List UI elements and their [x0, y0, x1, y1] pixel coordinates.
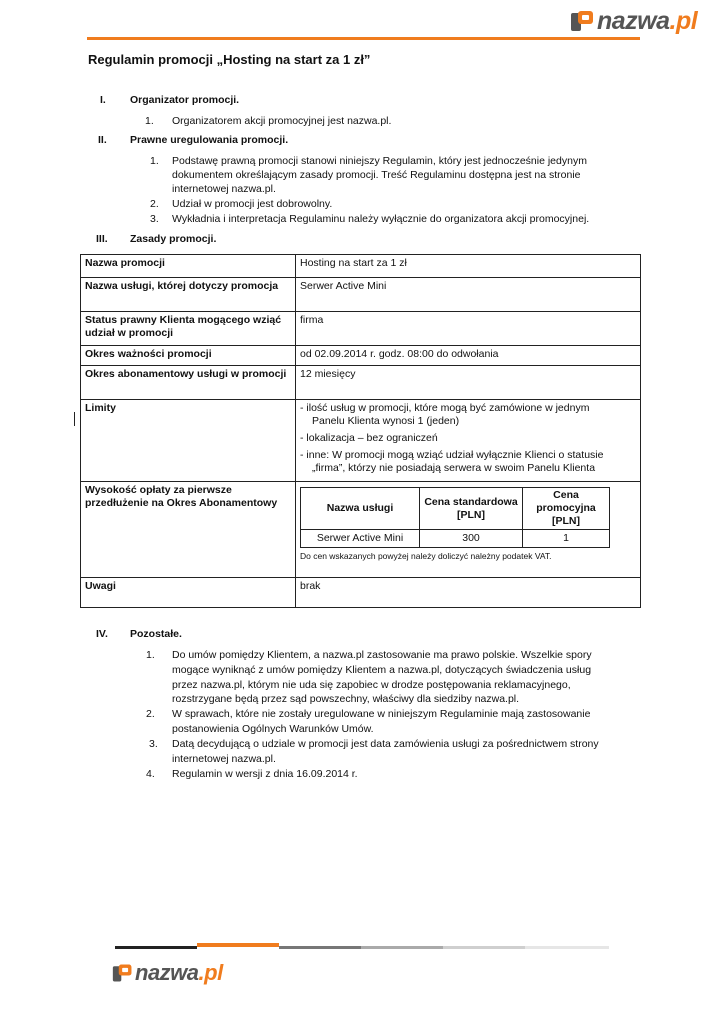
price-cell: 1	[523, 530, 610, 548]
table-label: Nazwa usługi, której dotyczy promocja	[81, 278, 296, 312]
text-cursor	[74, 412, 75, 426]
footer-logo	[112, 958, 223, 988]
table-row	[81, 482, 641, 578]
footer-divider-light	[361, 946, 443, 949]
section-1-number: I.	[100, 94, 106, 106]
table-value: Hosting na start za 1 zł	[296, 255, 641, 278]
logo-text: nazwa	[135, 960, 199, 985]
list-item-text: Organizatorem akcji promocyjnej jest nazwa.pl.	[172, 115, 392, 127]
section-2-heading: Prawne uregulowania promocji.	[130, 134, 289, 146]
list-item-number: 1.	[146, 649, 155, 661]
table-value: od 02.09.2014 r. godz. 08:00 do odwołania	[296, 346, 641, 366]
table-value: firma	[296, 312, 641, 346]
table-value: brak	[296, 578, 641, 608]
list-item-text: mogące wyniknąć z umów pomiędzy Klientem a nazwa.pl, dotyczących świadczenia usług	[172, 664, 592, 676]
section-3-heading: Zasady promocji.	[130, 233, 217, 245]
table-row	[81, 255, 641, 278]
column-header: Cena promocyjna [PLN]	[523, 488, 610, 530]
price-row	[301, 530, 610, 548]
list-item-number: 2.	[150, 198, 159, 210]
logo-suffix: .pl	[198, 960, 223, 985]
footer-divider-gray	[279, 946, 361, 949]
price-header-row	[301, 488, 610, 530]
list-item-number: 1.	[145, 115, 154, 127]
table-value: 12 miesięcy	[296, 366, 641, 400]
table-row	[81, 400, 641, 482]
price-cell: Serwer Active Mini	[301, 530, 420, 548]
column-header: Nazwa usługi	[301, 488, 420, 530]
footer-divider-lighter	[443, 946, 525, 949]
list-item-number: 1.	[150, 155, 159, 167]
list-item-text: Do umów pomiędzy Klientem, a nazwa.pl zastosowanie ma prawo polskie. Wszelkie spory	[172, 649, 592, 661]
column-header: Cena standardowa [PLN]	[420, 488, 523, 530]
list-item-text: przez nazwa.pl, którym nie uda się zapobiec w drodze postępowania reklamacyjnego,	[172, 679, 571, 691]
table-label: Limity	[81, 400, 296, 482]
list-item-number: 3.	[149, 738, 158, 750]
table-value	[296, 400, 641, 482]
table-value: Serwer Active Mini	[296, 278, 641, 312]
header-logo	[570, 4, 697, 38]
table-row	[81, 578, 641, 608]
list-item-text: W sprawach, które nie zostały uregulowane w niniejszym Regulaminie mają zastosowanie	[172, 708, 591, 720]
footer-divider-dark	[115, 946, 197, 949]
list-item-text: internetowej nazwa.pl.	[172, 753, 276, 765]
list-item-text: rozstrzygane będą przez sąd powszechny, właściwy dla siedziby nazwa.pl.	[172, 693, 520, 705]
table-row	[81, 366, 641, 400]
limit-item: - ilość usług w promocji, które mogą być zamówione w jednym	[300, 402, 590, 414]
header-divider	[87, 37, 640, 40]
logo-text: nazwa	[597, 6, 670, 35]
section-3-number: III.	[96, 233, 108, 245]
list-item-number: 4.	[146, 768, 155, 780]
section-4-heading: Pozostałe.	[130, 628, 182, 640]
logo-icon	[112, 962, 134, 984]
page-title: Regulamin promocji „Hosting na start za 1 zł”	[88, 52, 371, 67]
table-label: Okres abonamentowy usługi w promocji	[81, 366, 296, 400]
limit-item: - lokalizacja – bez ograniczeń	[300, 432, 438, 444]
logo-suffix: .pl	[669, 6, 698, 35]
list-item-number: 3.	[150, 213, 159, 225]
table-row	[81, 312, 641, 346]
list-item-text: internetowej nazwa.pl.	[172, 183, 276, 195]
table-row	[81, 278, 641, 312]
price-table	[300, 487, 610, 548]
vat-note: Do cen wskazanych powyżej należy doliczyć należny podatek VAT.	[300, 551, 552, 561]
table-label: Okres ważności promocji	[81, 346, 296, 366]
list-item-text: Wykładnia i interpretacja Regulaminu należy wyłącznie do organizatora akcji promocyjnej.	[172, 213, 590, 225]
table-label: Nazwa promocji	[81, 255, 296, 278]
table-value	[296, 482, 641, 578]
limit-item: „firma”, którzy nie posiadają serwera w swoim Panelu Klienta	[312, 462, 596, 474]
footer-divider-lightest	[525, 946, 609, 949]
list-item-text: Podstawę prawną promocji stanowi niniejszy Regulamin, który jest jednocześnie jedynym	[172, 155, 587, 167]
table-label: Wysokość opłaty za pierwsze przedłużenie na Okres Abonamentowy	[81, 482, 296, 578]
list-item-text: Udział w promocji jest dobrowolny.	[172, 198, 333, 210]
footer-divider-orange	[197, 943, 279, 947]
list-item-number: 2.	[146, 708, 155, 720]
section-2-number: II.	[98, 134, 107, 146]
table-row	[81, 346, 641, 366]
price-cell: 300	[420, 530, 523, 548]
limit-item: - inne: W promocji mogą wziąć udział wyłącznie Klienci o statusie	[300, 449, 604, 461]
table-label: Uwagi	[81, 578, 296, 608]
promotion-table	[80, 254, 641, 608]
list-item-text: Datą decydującą o udziale w promocji jest data zamówienia usługi za pośrednictwem strony	[172, 738, 599, 750]
logo-icon	[570, 8, 596, 34]
list-item-text: dokumentem określającym zasady promocji. Treść Regulaminu dostępna jest na stronie	[172, 169, 581, 181]
list-item-text: postanowienia Ogólnych Warunków Umów.	[172, 723, 374, 735]
table-label: Status prawny Klienta mogącego wziąć udział w promocji	[81, 312, 296, 346]
list-item-text: Regulamin w wersji z dnia 16.09.2014 r.	[172, 768, 358, 780]
section-1-heading: Organizator promocji.	[130, 94, 240, 106]
section-4-number: IV.	[96, 628, 108, 640]
limit-item: Panelu Klienta wynosi 1 (jeden)	[312, 415, 460, 427]
